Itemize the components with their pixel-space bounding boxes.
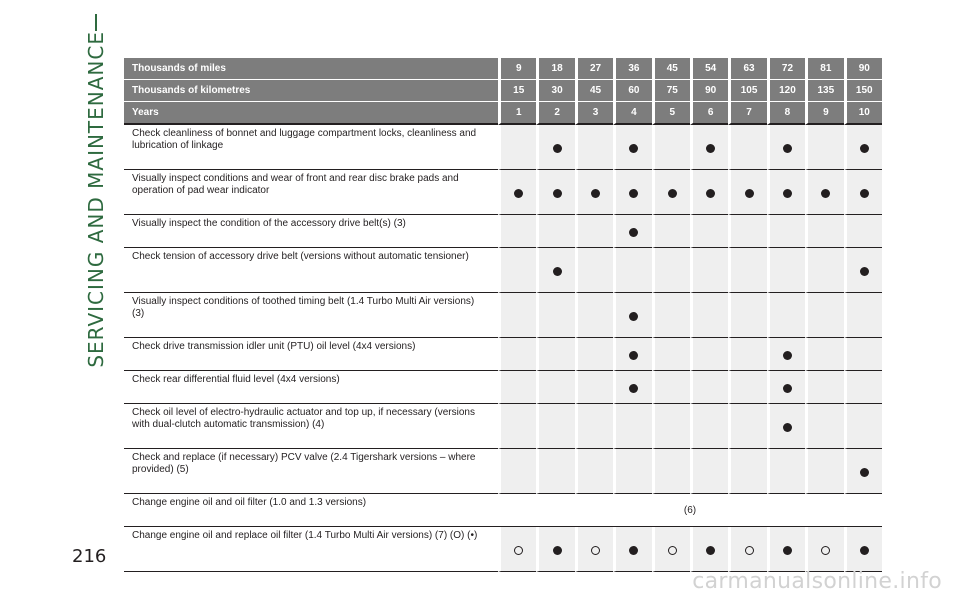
header-interval-value: 1	[498, 102, 536, 125]
schedule-cell	[652, 248, 690, 293]
schedule-cell	[728, 404, 766, 449]
header-row	[124, 102, 882, 125]
header-interval-value: 60	[613, 80, 651, 102]
header-interval-value: 18	[536, 58, 574, 80]
header-interval-value: 7	[728, 102, 766, 125]
schedule-cell	[767, 248, 805, 293]
section-side-bar	[86, 0, 106, 376]
filled-dot-icon	[821, 189, 830, 198]
schedule-cell	[805, 338, 843, 371]
filled-dot-icon	[706, 189, 715, 198]
filled-dot-icon	[629, 351, 638, 360]
header-interval-value: 90	[844, 58, 882, 80]
watermark: carmanualsonline.info	[692, 569, 942, 594]
header-interval-value: 2	[536, 102, 574, 125]
schedule-cell	[613, 404, 651, 449]
schedule-cell	[805, 215, 843, 248]
filled-dot-icon	[629, 312, 638, 321]
header-interval-value: 105	[728, 80, 766, 102]
schedule-row	[124, 371, 882, 404]
schedule-cell	[767, 293, 805, 338]
header-interval-value: 15	[498, 80, 536, 102]
schedule-cell	[805, 404, 843, 449]
header-interval-value: 81	[805, 58, 843, 80]
schedule-cell	[536, 449, 574, 494]
schedule-cell	[728, 215, 766, 248]
schedule-cell	[652, 125, 690, 170]
schedule-cell	[728, 449, 766, 494]
schedule-cell	[728, 338, 766, 371]
schedule-cell	[767, 371, 805, 404]
schedule-cell	[575, 293, 613, 338]
filled-dot-icon	[783, 189, 792, 198]
schedule-cell	[652, 371, 690, 404]
schedule-cell	[652, 404, 690, 449]
schedule-cell	[575, 338, 613, 371]
schedule-cell	[613, 248, 651, 293]
header-interval-value: 150	[844, 80, 882, 102]
schedule-cell	[498, 338, 536, 371]
schedule-cell	[498, 293, 536, 338]
schedule-cell	[652, 170, 690, 215]
header-interval-value: 45	[575, 80, 613, 102]
schedule-cell	[536, 293, 574, 338]
schedule-row	[124, 449, 882, 494]
header-label: Thousands of miles	[124, 58, 498, 80]
filled-dot-icon	[553, 144, 562, 153]
schedule-cell	[613, 170, 651, 215]
schedule-cell	[805, 248, 843, 293]
schedule-cell	[536, 215, 574, 248]
header-interval-value: 63	[728, 58, 766, 80]
schedule-cell	[498, 527, 536, 572]
hollow-circle-icon	[668, 546, 677, 555]
filled-dot-icon	[860, 546, 869, 555]
schedule-row	[124, 404, 882, 449]
header-interval-value: 54	[690, 58, 728, 80]
service-item-text: Visually inspect the condition of the accessory drive belt(s) (3)	[124, 215, 498, 248]
schedule-cell	[613, 527, 651, 572]
schedule-row	[124, 170, 882, 215]
schedule-row	[124, 338, 882, 371]
service-item-text: Check rear differential fluid level (4x4 versions)	[124, 371, 498, 404]
schedule-cell	[844, 170, 882, 215]
header-interval-value: 8	[767, 102, 805, 125]
schedule-cell	[536, 338, 574, 371]
header-row	[124, 58, 882, 80]
filled-dot-icon	[860, 267, 869, 276]
schedule-cell	[536, 527, 574, 572]
schedule-cell	[613, 371, 651, 404]
filled-dot-icon	[629, 546, 638, 555]
header-interval-value: 9	[805, 102, 843, 125]
section-divider-line	[95, 14, 97, 31]
filled-dot-icon	[706, 546, 715, 555]
schedule-cell	[805, 371, 843, 404]
schedule-cell	[767, 215, 805, 248]
filled-dot-icon	[553, 267, 562, 276]
hollow-circle-icon	[821, 546, 830, 555]
schedule-cell	[575, 527, 613, 572]
schedule-cell	[652, 338, 690, 371]
schedule-cell	[498, 125, 536, 170]
schedule-cell	[844, 293, 882, 338]
schedule-cell	[690, 449, 728, 494]
schedule-cell	[613, 293, 651, 338]
schedule-cell	[728, 248, 766, 293]
header-interval-value: 135	[805, 80, 843, 102]
schedule-cell	[613, 215, 651, 248]
schedule-cell	[498, 449, 536, 494]
header-interval-value: 6	[690, 102, 728, 125]
hollow-circle-icon	[514, 546, 523, 555]
header-interval-value: 3	[575, 102, 613, 125]
service-item-text: Check drive transmission idler unit (PTU) oil level (4x4 versions)	[124, 338, 498, 371]
header-interval-value: 4	[613, 102, 651, 125]
schedule-cell	[652, 293, 690, 338]
schedule-cell	[805, 125, 843, 170]
schedule-cell	[690, 404, 728, 449]
filled-dot-icon	[668, 189, 677, 198]
filled-dot-icon	[629, 384, 638, 393]
schedule-cell	[536, 170, 574, 215]
header-interval-value: 9	[498, 58, 536, 80]
schedule-cell	[575, 248, 613, 293]
schedule-cell	[575, 449, 613, 494]
filled-dot-icon	[783, 546, 792, 555]
schedule-cell	[844, 215, 882, 248]
schedule-cell	[690, 527, 728, 572]
header-interval-value: 120	[767, 80, 805, 102]
schedule-cell	[690, 215, 728, 248]
schedule-row	[124, 494, 882, 527]
schedule-cell	[690, 293, 728, 338]
schedule-cell	[613, 338, 651, 371]
header-interval-value: 90	[690, 80, 728, 102]
header-interval-value: 30	[536, 80, 574, 102]
filled-dot-icon	[783, 144, 792, 153]
schedule-cell	[767, 449, 805, 494]
schedule-cell	[728, 293, 766, 338]
filled-dot-icon	[629, 144, 638, 153]
header-interval-value: 10	[844, 102, 882, 125]
header-interval-value: 45	[652, 58, 690, 80]
schedule-cell	[498, 248, 536, 293]
schedule-row	[124, 125, 882, 170]
filled-dot-icon	[860, 468, 869, 477]
schedule-cell	[767, 527, 805, 572]
service-item-text: Check tension of accessory drive belt (versions without automatic tensioner)	[124, 248, 498, 293]
maintenance-schedule-table	[124, 58, 882, 572]
filled-dot-icon	[553, 546, 562, 555]
schedule-cell	[728, 527, 766, 572]
filled-dot-icon	[629, 228, 638, 237]
service-item-text: Change engine oil and replace oil filter (1.4 Turbo Multi Air versions) (7) (O) (•)	[124, 527, 498, 572]
schedule-cell	[844, 125, 882, 170]
schedule-cell	[652, 527, 690, 572]
header-interval-value: 5	[652, 102, 690, 125]
header-label: Thousands of kilometres	[124, 80, 498, 102]
filled-dot-icon	[591, 189, 600, 198]
section-title: SERVICING AND MAINTENANCE	[84, 31, 108, 368]
schedule-cell	[805, 170, 843, 215]
schedule-cell	[498, 371, 536, 404]
filled-dot-icon	[783, 351, 792, 360]
filled-dot-icon	[783, 423, 792, 432]
service-item-text: Change engine oil and oil filter (1.0 and 1.3 versions)	[124, 494, 498, 527]
filled-dot-icon	[553, 189, 562, 198]
schedule-cell	[498, 404, 536, 449]
page-number: 216	[72, 546, 107, 567]
schedule-cell	[690, 371, 728, 404]
schedule-cell	[536, 371, 574, 404]
header-interval-value: 72	[767, 58, 805, 80]
hollow-circle-icon	[745, 546, 754, 555]
schedule-cell	[805, 527, 843, 572]
filled-dot-icon	[860, 189, 869, 198]
schedule-cell	[844, 371, 882, 404]
schedule-cell	[613, 125, 651, 170]
hollow-circle-icon	[591, 546, 600, 555]
service-item-text: Check oil level of electro-hydraulic actuator and top up, if necessary (versions with dual-clutch automatic transmission) (4)	[124, 404, 498, 449]
service-interval-note: (6)	[498, 494, 882, 527]
schedule-cell	[844, 404, 882, 449]
schedule-cell	[805, 293, 843, 338]
service-item-text: Visually inspect conditions and wear of front and rear disc brake pads and operation of pad wear indicator	[124, 170, 498, 215]
schedule-cell	[844, 449, 882, 494]
schedule-row	[124, 293, 882, 338]
filled-dot-icon	[860, 144, 869, 153]
schedule-cell	[728, 371, 766, 404]
filled-dot-icon	[783, 384, 792, 393]
schedule-cell	[536, 248, 574, 293]
filled-dot-icon	[745, 189, 754, 198]
schedule-cell	[728, 125, 766, 170]
schedule-cell	[536, 404, 574, 449]
schedule-cell	[575, 215, 613, 248]
schedule-cell	[767, 404, 805, 449]
service-item-text: Check cleanliness of bonnet and luggage compartment locks, cleanliness and lubrication of linkage	[124, 125, 498, 170]
schedule-row	[124, 248, 882, 293]
schedule-cell	[805, 449, 843, 494]
filled-dot-icon	[629, 189, 638, 198]
schedule-cell	[575, 371, 613, 404]
schedule-cell	[767, 338, 805, 371]
filled-dot-icon	[514, 189, 523, 198]
header-interval-value: 75	[652, 80, 690, 102]
schedule-cell	[690, 248, 728, 293]
schedule-row	[124, 215, 882, 248]
schedule-cell	[652, 215, 690, 248]
header-interval-value: 36	[613, 58, 651, 80]
schedule-cell	[498, 170, 536, 215]
schedule-cell	[536, 125, 574, 170]
schedule-cell	[844, 338, 882, 371]
header-label: Years	[124, 102, 498, 125]
schedule-cell	[844, 248, 882, 293]
schedule-cell	[767, 170, 805, 215]
service-item-text: Visually inspect conditions of toothed timing belt (1.4 Turbo Multi Air versions) (3)	[124, 293, 498, 338]
schedule-cell	[690, 125, 728, 170]
schedule-row	[124, 527, 882, 572]
schedule-cell	[498, 215, 536, 248]
service-item-text: Check and replace (if necessary) PCV valve (2.4 Tigershark versions – where provided) (5)	[124, 449, 498, 494]
schedule-cell	[728, 170, 766, 215]
schedule-cell	[575, 125, 613, 170]
header-interval-value: 27	[575, 58, 613, 80]
schedule-cell	[613, 449, 651, 494]
filled-dot-icon	[706, 144, 715, 153]
schedule-cell	[767, 125, 805, 170]
header-row	[124, 80, 882, 102]
schedule-cell	[575, 170, 613, 215]
schedule-cell	[844, 527, 882, 572]
schedule-cell	[690, 170, 728, 215]
schedule-cell	[652, 449, 690, 494]
schedule-cell	[690, 338, 728, 371]
schedule-cell	[575, 404, 613, 449]
